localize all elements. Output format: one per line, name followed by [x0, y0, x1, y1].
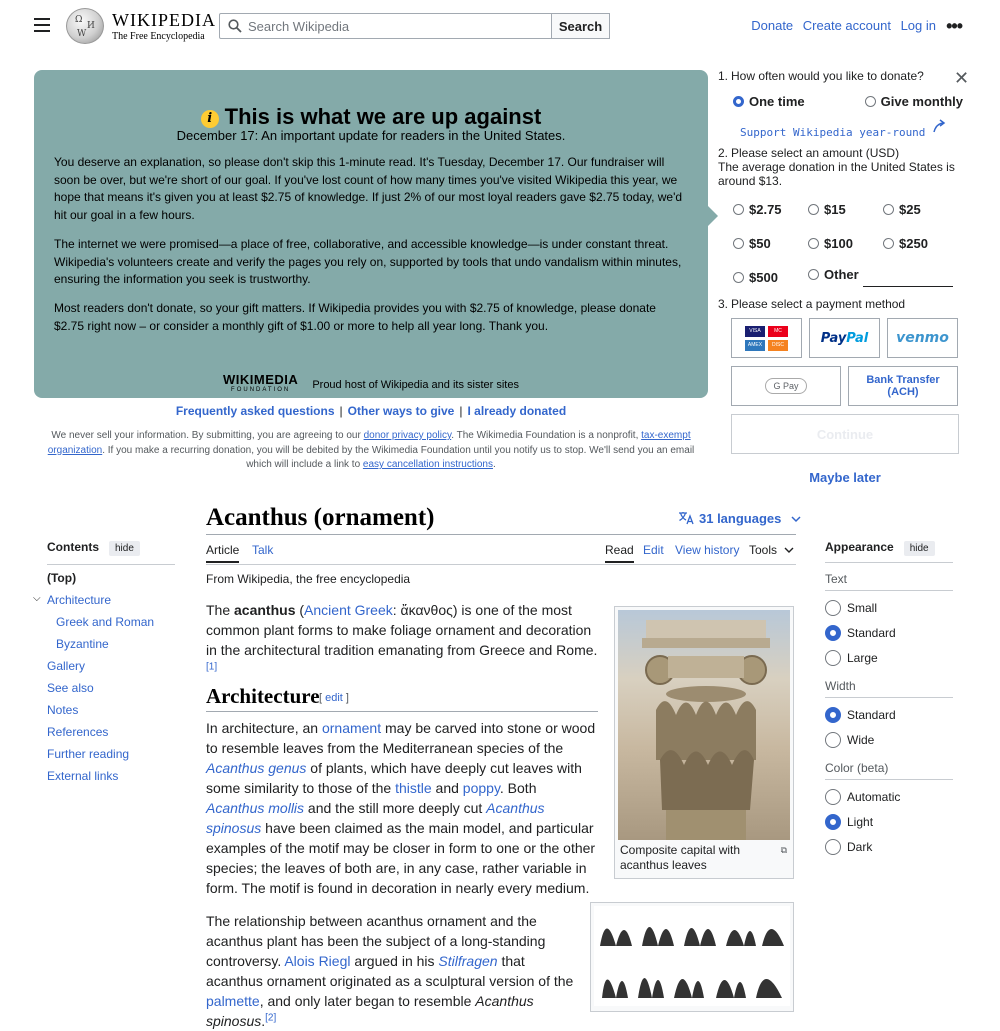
discover-icon: DISC: [768, 340, 788, 351]
visa-icon: VISA: [745, 326, 765, 337]
appearance-hide-button[interactable]: hide: [904, 541, 935, 556]
color-light-option[interactable]: [825, 814, 873, 830]
amount-note: The average donation in the United States is around $13.: [718, 160, 955, 188]
privacy-text: We never sell your information. By submitting, you are agreeing to our: [51, 430, 364, 441]
toc-item-see-also[interactable]: See also: [47, 681, 94, 695]
radio-icon: [733, 96, 744, 107]
one-time-label: One time: [749, 94, 805, 109]
continue-button[interactable]: Continue: [731, 414, 959, 454]
logo-word: WIKIPEDIA: [112, 10, 216, 30]
site-subtitle: From Wikipedia, the free encyclopedia: [206, 572, 411, 586]
amount-option[interactable]: [808, 202, 883, 217]
capital-illustration: [646, 620, 766, 840]
acanthus-drawings-image[interactable]: [594, 906, 790, 1006]
bank-transfer-label: Bank Transfer (ACH): [866, 374, 940, 398]
faq-link[interactable]: Frequently asked questions: [175, 404, 335, 418]
privacy-policy-link[interactable]: donor privacy policy: [363, 430, 452, 441]
appearance-panel: [825, 540, 953, 854]
privacy-notice: [46, 429, 696, 473]
thistle-link[interactable]: thistle: [395, 780, 432, 796]
section-divider: [825, 697, 953, 698]
color-dark-option[interactable]: [825, 839, 872, 855]
site-header: [0, 0, 1000, 52]
bold-term: acanthus: [234, 602, 296, 618]
radio-icon: [808, 204, 819, 215]
card-payment-button[interactable]: [731, 318, 802, 358]
toc-divider: [47, 564, 175, 565]
wikipedia-wordmark[interactable]: [112, 10, 216, 42]
toc-hide-button[interactable]: hide: [109, 541, 140, 556]
enlarge-icon[interactable]: ⧉: [780, 845, 787, 855]
radio-icon: [825, 625, 841, 641]
tab-talk[interactable]: Talk: [252, 543, 274, 557]
text: . Both: [499, 780, 537, 796]
banner-subtitle: December 17: An important update for readers in the United States.: [176, 128, 566, 143]
text-large-option[interactable]: [825, 650, 878, 666]
toc-item-architecture[interactable]: [33, 593, 112, 607]
step-payment: 3. Please select a payment method: [718, 297, 906, 311]
palmette-link[interactable]: palmette: [206, 993, 260, 1009]
toc-title: Contents: [47, 540, 99, 554]
page-title: Acanthus (ornament): [206, 504, 435, 531]
text: of plants, which have deeply cut leaves with some similarity to those of the: [206, 760, 582, 796]
monthly-option[interactable]: [865, 94, 963, 109]
logo-tagline: The Free Encyclopedia: [112, 31, 205, 42]
amount-label: $50: [749, 235, 771, 251]
amount-option[interactable]: [733, 236, 808, 251]
personal-tools: [745, 18, 936, 33]
text: argued in his: [350, 953, 439, 969]
toc-item-external-links[interactable]: External links: [47, 769, 119, 783]
toc-item-top[interactable]: (Top): [47, 571, 77, 585]
toc-item-greek-roman[interactable]: Greek and Roman: [56, 615, 155, 629]
reference-link[interactable]: [1]: [206, 661, 218, 673]
reference-link[interactable]: [2]: [265, 1012, 277, 1024]
architecture-paragraph-2: [206, 911, 580, 1031]
chevron-down-icon[interactable]: ⌵: [33, 593, 41, 604]
tab-view-history[interactable]: View history: [675, 543, 740, 557]
radio-icon: [825, 814, 841, 830]
text: that acanthus ornament originated as a sculptural version of the: [206, 953, 574, 989]
banner-links: Frequently asked questions | Other ways to give | I already donated: [175, 404, 567, 418]
amount-other-option[interactable]: [808, 267, 958, 287]
privacy-text: . The Wikimedia Foundation is a nonprofit,: [451, 430, 642, 441]
amount-label: Other: [824, 267, 859, 282]
wmf-logo-word: WIKIMEDIA: [223, 372, 299, 387]
width-standard-option[interactable]: [825, 707, 896, 723]
radio-icon: [883, 238, 894, 249]
wmf-logo-small: FOUNDATION: [231, 387, 291, 393]
toc-item-label: Architecture: [47, 593, 112, 607]
search-button[interactable]: Search: [552, 13, 610, 39]
banner-title-text: This is what we are up against: [224, 104, 542, 129]
banner-footer-text: Proud host of Wikipedia and its sister sites: [312, 378, 519, 391]
option-label: Standard: [847, 626, 896, 640]
credit-cards-icon: [745, 326, 788, 351]
architecture-paragraph-1: [206, 718, 598, 898]
amex-icon: AMEX: [745, 340, 765, 351]
amount-option[interactable]: [733, 270, 808, 285]
text: : ἄκανθος) is one of the most common plant forms to make foliage ornament and decoration in the architectural tradition emanating from Greece and Rome.: [206, 602, 598, 658]
option-label: Small: [847, 601, 878, 615]
width-label: Width: [825, 679, 856, 693]
poppy-link[interactable]: poppy: [462, 780, 500, 796]
privacy-text: .: [493, 459, 496, 470]
tabs-divider: [206, 564, 796, 565]
acanthus-mollis-link[interactable]: Acanthus mollis: [206, 800, 305, 816]
step-frequency: 1. How often would you like to donate?: [718, 69, 924, 83]
alois-riegl-link[interactable]: Alois Riegl: [284, 953, 351, 969]
close-icon[interactable]: ✕: [954, 68, 970, 88]
composite-capital-image[interactable]: [618, 610, 790, 840]
amount-options: [733, 192, 963, 294]
radio-icon: [883, 204, 894, 215]
edit-section-link[interactable]: edit: [325, 692, 343, 704]
chevron-down-icon: [791, 515, 801, 523]
section-divider: [825, 590, 953, 591]
radio-icon: [865, 96, 876, 107]
radio-icon: [825, 789, 841, 805]
toc-item-gallery[interactable]: Gallery: [47, 659, 86, 673]
search-form: [219, 13, 610, 39]
info-icon: i: [201, 110, 219, 128]
figure-composite-capital: [614, 606, 794, 879]
amount-option[interactable]: [883, 236, 958, 251]
figure-acanthus-drawings: [590, 902, 794, 1012]
option-label: Wide: [847, 733, 875, 747]
one-time-option[interactable]: [733, 94, 805, 109]
heading-divider: [206, 711, 598, 712]
payment-question: Please select a payment method: [731, 297, 906, 311]
acanthus-spinosus-link[interactable]: Acanthus spinosus: [206, 800, 545, 836]
section-edit: [ edit ]: [319, 692, 349, 704]
text: and: [431, 780, 463, 796]
language-count: 31 languages: [699, 511, 782, 526]
cancellation-link[interactable]: easy cancellation instructions: [362, 459, 493, 470]
radio-icon: [808, 238, 819, 249]
banner-paragraph-2: The internet we were promised—a place of free, collaborative, and accessible knowledge—is under constant threat. Wikipedia's volunteers create and verify the pages you rely on, supported by tools that undo vandalism within minutes, ensuring the information you seek is trustworthy.: [54, 237, 682, 286]
page-tabs: [206, 543, 796, 564]
toc-item-notes[interactable]: Notes: [47, 703, 79, 717]
bank-transfer-button[interactable]: [848, 366, 958, 406]
radio-icon: [825, 732, 841, 748]
curved-arrow-icon: [932, 118, 948, 134]
text: and the still more deeply cut: [304, 800, 487, 816]
text-size-label: Text: [825, 572, 848, 586]
banner-footer: [34, 372, 708, 395]
acanthus-genus-link[interactable]: Acanthus genus: [206, 760, 307, 776]
table-of-contents: [33, 540, 175, 783]
banner-paragraph-3: Most readers don't donate, so your gift matters. If Wikipedia provides you with $2.75 of knowledge, please donate $2.75 right now – or consider a monthly gift of $1.00 or more to help all year long. Thank you.: [54, 301, 656, 333]
paypal-logo: [821, 331, 868, 346]
radio-icon: [808, 269, 819, 280]
venmo-logo: venmo: [896, 330, 949, 346]
other-amount-input[interactable]: [863, 286, 953, 287]
tab-edit[interactable]: Edit: [643, 543, 664, 557]
color-label: Color (beta): [825, 761, 889, 775]
stilfragen-link[interactable]: Stilfragen: [438, 953, 498, 969]
search-input[interactable]: [248, 19, 538, 34]
section-heading-architecture: Architecture: [206, 684, 320, 708]
google-pay-button[interactable]: [731, 366, 841, 406]
chevron-down-icon: [784, 546, 794, 554]
radio-icon: [825, 650, 841, 666]
language-button[interactable]: [678, 511, 801, 526]
title-divider: [206, 534, 796, 535]
ornament-link[interactable]: ornament: [321, 720, 382, 736]
already-donated-link[interactable]: I already donated: [467, 404, 567, 418]
radio-icon: [733, 272, 744, 283]
tab-read[interactable]: Read: [605, 543, 634, 563]
amount-label: $250: [899, 235, 928, 251]
support-text: Support Wikipedia year-round: [740, 126, 926, 139]
search-box: [219, 13, 552, 39]
text: , and only later began to resemble: [259, 993, 476, 1009]
text: In architecture, an: [206, 720, 322, 736]
option-label: Large: [847, 651, 878, 665]
amount-option[interactable]: [883, 202, 958, 217]
option-label: Light: [847, 815, 874, 829]
option-label: Automatic: [847, 790, 901, 804]
main-menu-icon[interactable]: [34, 18, 50, 32]
amount-label: $25: [899, 201, 921, 217]
appearance-header: [825, 540, 953, 556]
text: have been claimed as the main model, and particular examples of the motif may be closer in form to one or the other species; the leaves of both are, in any case, rather variable in form. The motif is found in decoration in nearly every medium.: [206, 820, 596, 896]
privacy-text: . If you make a recurring donation, you will be debited by the Wikimedia Foundation until you notify us to stop. We'll send you an email which will include a link to: [102, 444, 695, 470]
banner-title: [34, 104, 708, 130]
paypal-button[interactable]: [809, 318, 880, 358]
tools-menu[interactable]: [749, 543, 794, 557]
monthly-label: Give monthly: [880, 94, 963, 109]
paypal-logo-part: Pay: [820, 330, 847, 346]
donate-link[interactable]: Donate: [751, 18, 794, 33]
translate-icon: [678, 511, 695, 525]
amount-question: Please select an amount (USD): [731, 146, 900, 160]
banner-paragraph-1: You deserve an explanation, so please don't skip this 1-minute read. It's Tuesday, December 17. Our fundraiser will soon be over, but we're short of our goal. If you've lost count of how many times you've visited Wikipedia this year, we hope that means it's given you at least $2.75 of knowledge. If just 2% of our most loyal readers gave $2.75 today, we'd hit our goal in a few hours.: [54, 155, 683, 222]
other-ways-link[interactable]: Other ways to give: [347, 404, 455, 418]
intro-paragraph: [206, 600, 602, 680]
amount-label: $15: [824, 201, 846, 217]
radio-icon: [733, 204, 744, 215]
text: .: [261, 1013, 266, 1029]
wikipedia-globe-logo[interactable]: Ω И W: [66, 8, 104, 44]
frequency-options: [733, 94, 963, 109]
google-pay-logo: G Pay: [765, 378, 806, 394]
log-in-link[interactable]: Log in: [900, 18, 936, 33]
radio-icon: [733, 238, 744, 249]
amount-label: $500: [749, 269, 778, 285]
wikimedia-foundation-logo: [223, 372, 299, 395]
more-options-icon[interactable]: •••: [946, 16, 962, 36]
text: The: [206, 602, 235, 618]
tools-label: Tools: [749, 543, 778, 557]
frequency-question: How often would you like to donate?: [731, 69, 924, 83]
toc-item-further-reading[interactable]: Further reading: [47, 747, 130, 761]
amount-option[interactable]: [733, 202, 808, 217]
radio-icon: [825, 839, 841, 855]
tab-article[interactable]: Article: [206, 543, 239, 563]
toc-item-references[interactable]: References: [47, 725, 109, 739]
width-wide-option[interactable]: [825, 732, 874, 748]
text: may be carved into stone or wood to resemble leaves from the Mediterranean species of the: [206, 720, 596, 756]
venmo-button[interactable]: [887, 318, 958, 358]
amount-label: $100: [824, 235, 853, 251]
acanthus-leaves-illustration: [594, 906, 790, 1006]
radio-icon: [825, 707, 841, 723]
search-icon: [228, 19, 242, 33]
appearance-title: Appearance: [825, 540, 894, 554]
amount-option[interactable]: [808, 236, 883, 251]
ancient-greek-link[interactable]: Ancient Greek: [304, 602, 393, 618]
tax-exempt-link[interactable]: tax-exempt organization: [47, 430, 691, 456]
color-automatic-option[interactable]: [825, 789, 900, 805]
text-standard-option[interactable]: [825, 625, 896, 641]
italic-term: Acanthus spinosus: [206, 993, 534, 1029]
option-label: Standard: [847, 708, 896, 722]
toc-item-byzantine[interactable]: Byzantine: [56, 637, 109, 651]
step-amount: 2. Please select an amount (USD) The average donation in the United States is around $13.: [718, 146, 955, 188]
text: (: [295, 602, 305, 618]
amount-label: $2.75: [749, 201, 782, 217]
mastercard-icon: MC: [768, 326, 788, 337]
toc-header: [47, 540, 175, 556]
radio-icon: [825, 600, 841, 616]
paypal-logo-part: Pal: [846, 330, 869, 346]
appearance-divider: [825, 562, 953, 563]
section-divider: [825, 779, 953, 780]
support-year-round: [740, 118, 948, 139]
maybe-later-button[interactable]: Maybe later: [809, 470, 881, 485]
create-account-link[interactable]: Create account: [802, 18, 891, 33]
option-label: Dark: [847, 840, 873, 854]
text: The relationship between acanthus ornament and the acanthus plant has been the subject of a long-standing controversy.: [206, 913, 546, 969]
fundraising-banner: [34, 70, 708, 398]
text-small-option[interactable]: [825, 600, 877, 616]
figure-caption: Composite capital with acanthus leaves: [620, 843, 741, 872]
